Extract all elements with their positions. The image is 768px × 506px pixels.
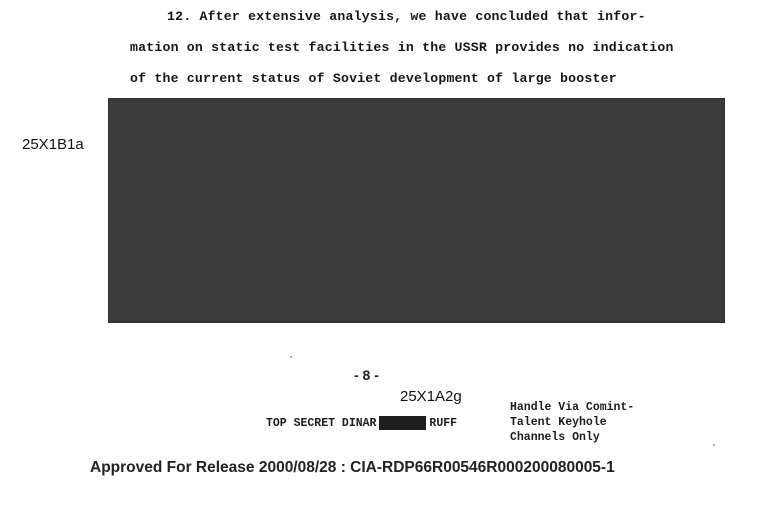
- handling-line-3: Channels Only: [510, 431, 600, 444]
- handling-caveat: [510, 400, 634, 445]
- classification-marking: [266, 415, 457, 431]
- classification-left: TOP SECRET DINAR: [266, 416, 377, 430]
- paragraph-line-1: 12. After extensive analysis, we have concluded that infor-: [167, 9, 646, 24]
- handling-line-1: Handle Via Comint-: [510, 401, 635, 414]
- classification-redaction: [379, 416, 426, 430]
- paragraph-line-3: of the current status of Soviet development of large booster: [130, 71, 617, 86]
- paragraph-line-2: mation on static test facilities in the USSR provides no indication: [130, 40, 674, 55]
- exemption-stamp-left: 25X1B1a: [22, 136, 84, 153]
- exemption-stamp-footer: 25X1A2g: [400, 388, 462, 405]
- handling-line-2: Talent Keyhole: [510, 416, 607, 429]
- redaction-block: [108, 98, 725, 323]
- classification-right: RUFF: [429, 416, 458, 430]
- release-footer: Approved For Release 2000/08/28 : CIA-RDP66R00546R000200080005-1: [90, 459, 615, 476]
- scan-speck: [290, 356, 292, 358]
- scan-speck: [713, 444, 715, 446]
- page-number: - 8 -: [354, 367, 379, 383]
